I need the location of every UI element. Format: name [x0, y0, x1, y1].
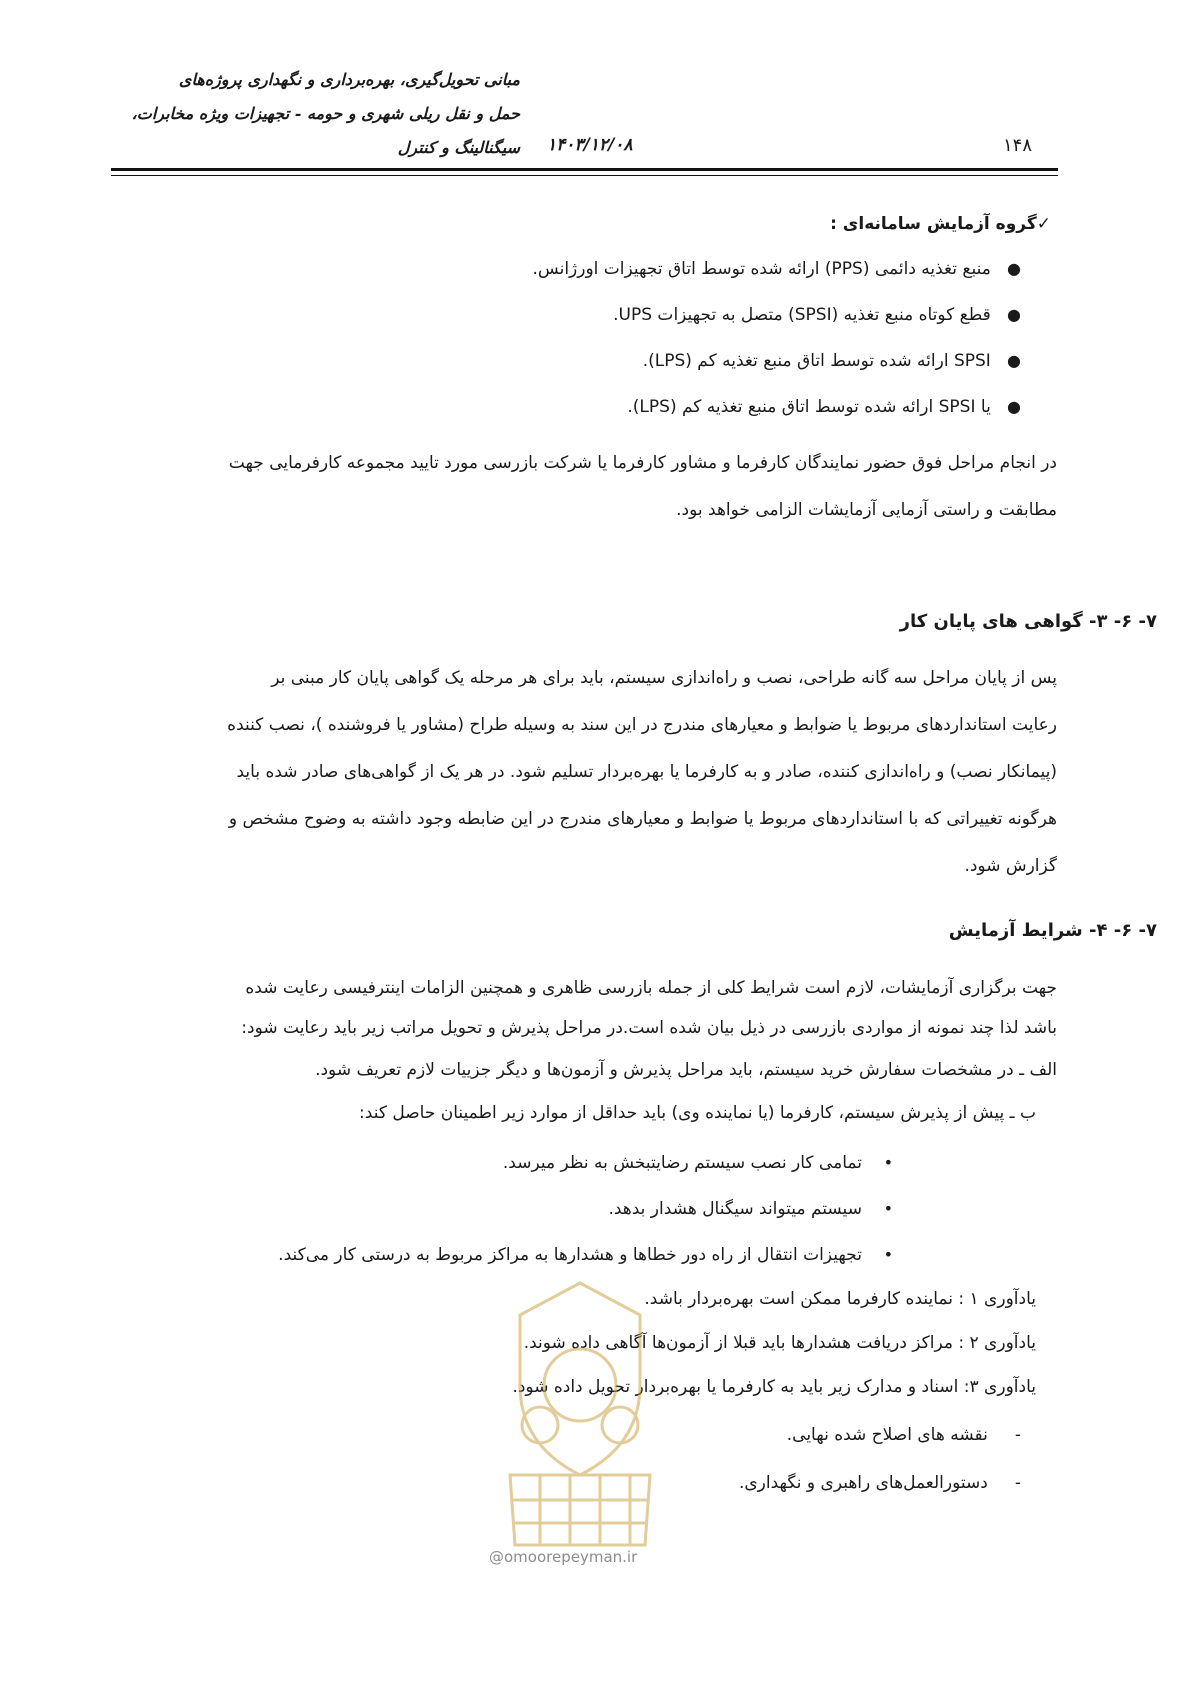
note: یادآوری ۱ : نماینده کارفرما ممکن است بهره‌بردار باشد. [644, 1289, 1036, 1309]
dash-icon: - [1014, 1425, 1021, 1445]
system-test-item [643, 351, 1021, 371]
header-date: ۱۴۰۳/۱۲/۰۸ [547, 135, 633, 155]
item-alef: الف ـ در مشخصات سفارش خرید سیستم، باید مراحل پذیرش و آزمون‌ها و دیگر جزییات لازم تعریف شود. [315, 1060, 1057, 1080]
bullet-icon: • [883, 1199, 893, 1218]
bullet-icon: ● [1007, 397, 1021, 416]
check-list-item [608, 1199, 893, 1219]
section-7-6-3-paragraph-line: (پیمانکار نصب) و راه‌اندازی کننده، صادر و به کارفرما یا بهره‌بردار تسلیم شود. در هر یک از گواهی‌های صادر شده باید [236, 762, 1057, 782]
check-list-item-text: تجهیزات انتقال از راه دور خطاها و هشدارها به مراکز مربوط به درستی کار می‌کند. [278, 1245, 862, 1265]
header-rule-thin [111, 175, 1058, 176]
system-test-paragraph-line: مطابقت و راستی آزمایی آزمایشات الزامی خواهد بود. [676, 500, 1057, 520]
header-title-line-2: حمل و نقل ریلی شهری و حومه - تجهیزات ویژه مخابرات، [131, 104, 520, 123]
check-list-item-text: سیستم میتواند سیگنال هشدار بدهد. [608, 1199, 862, 1219]
section-7-6-4-paragraph-line: جهت برگزاری آزمایشات، لازم است شرایط کلی از جمله بازرسی ظاهری و همچنین الزامات اینترفیسی رعایت شده [245, 978, 1057, 998]
system-test-paragraph-line: در انجام مراحل فوق حضور نمایندگان کارفرما و مشاور کارفرما یا شرکت بازرسی مورد تایید مجموعه کارفرمایی جهت [228, 453, 1057, 473]
bullet-icon: • [883, 1245, 893, 1264]
dash-list-item-text: دستورالعمل‌های راهبری و نگهداری. [738, 1473, 988, 1493]
system-test-item-text: منبع تغذیه دائمی (PPS) ارائه شده توسط اتاق تجهیزات اورژانس. [532, 259, 991, 279]
section-7-6-3-paragraph-line: پس از پایان مراحل سه گانه طراحی، نصب و راه‌اندازی سیستم، باید برای هر مرحله یک گواهی پایان کار مبنی بر [271, 668, 1057, 688]
system-test-item [613, 305, 1021, 325]
system-test-item [627, 397, 1021, 417]
watermark-text: @omoorepeyman.ir [489, 1548, 638, 1566]
section-7-6-3-paragraph-line: هرگونه تغییراتی که با استانداردهای مربوط یا ضوابط و معیارهای مندرج در این ضابطه وجود داشته به وضوح مشخص و [228, 809, 1057, 829]
section-heading-7-6-3: ۷- ۶- ۳- گواهی های پایان کار [899, 611, 1157, 632]
header-title-line-3: سیگنالینگ و کنترل [397, 138, 520, 157]
header-title-line-1: مبانی تحویل‌گیری، بهره‌برداری و نگهداری پروژه‌های [178, 70, 520, 89]
system-test-item [533, 259, 1021, 279]
note: یادآوری ۳: اسناد و مدارک زیر باید به کارفرما یا بهره‌بردار تحویل داده شود. [512, 1377, 1036, 1397]
system-test-heading: ✓گروه آزمایش سامانه‌ای : [830, 214, 1051, 234]
check-list-item-text: تمامی کار نصب سیستم رضایتبخش به نظر میرسد. [502, 1153, 862, 1173]
section-heading-7-6-4: ۷- ۶- ۴- شرایط آزمایش [948, 920, 1157, 941]
watermark-seal-logo [480, 1275, 680, 1555]
system-test-item-text: یا SPSI ارائه شده توسط اتاق منبع تغذیه کم (LPS). [627, 397, 991, 417]
dash-list-item-text: نقشه های اصلاح شده نهایی. [786, 1425, 988, 1445]
header-rule-thick [111, 168, 1058, 171]
dash-list-item [787, 1425, 1021, 1445]
bullet-icon: ● [1007, 305, 1021, 324]
check-list-item [278, 1245, 893, 1265]
check-list-item [503, 1153, 893, 1173]
section-7-6-3-paragraph-line: گزارش شود. [964, 856, 1057, 876]
system-test-item-text: SPSI ارائه شده توسط اتاق منبع تغذیه کم (LPS). [642, 351, 991, 371]
bullet-icon: ● [1007, 259, 1021, 278]
item-be: ب ـ پیش از پذیرش سیستم، کارفرما (یا نماینده وی) باید حداقل از موارد زیر اطمینان حاصل کند: [359, 1103, 1036, 1123]
dash-list-item [739, 1473, 1021, 1493]
section-7-6-3-paragraph-line: رعایت استانداردهای مربوط یا ضوابط و معیارهای مندرج در این سند به وسیله طراح (مشاور یا فروشنده )، نصب کننده [227, 715, 1057, 735]
bullet-icon: ● [1007, 351, 1021, 370]
system-test-item-text: قطع کوتاه منبع تغذیه (SPSI) متصل به تجهیزات UPS. [613, 305, 991, 325]
section-7-6-4-paragraph-line: باشد لذا چند نمونه از مواردی بازرسی در ذیل بیان شده است.در مراحل پذیرش و تحویل مراتب زیر باید رعایت شود: [241, 1018, 1057, 1038]
note: یادآوری ۲ : مراکز دریافت هشدارها باید قبلا از آزمون‌ها آگاهی داده شوند. [523, 1333, 1036, 1353]
page-number: ۱۴۸ [1003, 135, 1033, 156]
dash-icon: - [1014, 1473, 1021, 1493]
bullet-icon: • [883, 1153, 893, 1172]
